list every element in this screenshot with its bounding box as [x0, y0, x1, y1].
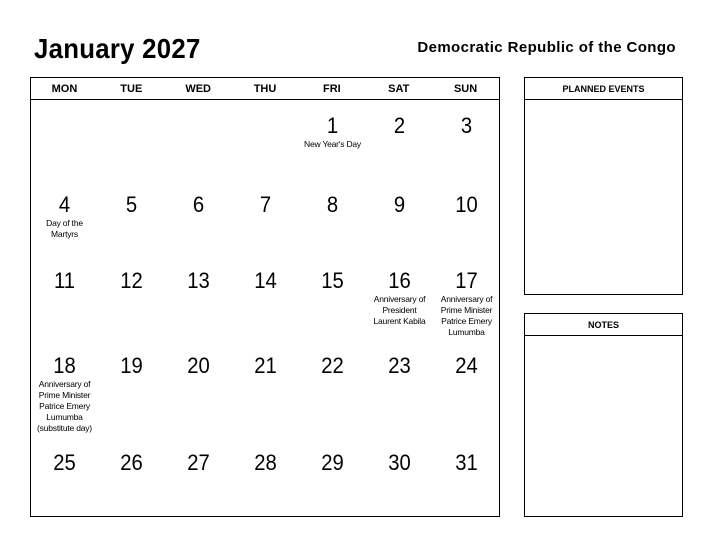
day-cell[interactable]	[366, 354, 433, 378]
day-cell[interactable]	[366, 451, 433, 475]
weekday-sat: SAT	[388, 83, 410, 95]
day-cell[interactable]	[232, 269, 299, 293]
day-number: 13	[187, 268, 210, 293]
day-number: 23	[388, 353, 411, 378]
day-cell[interactable]	[98, 269, 165, 293]
day-number: 15	[321, 268, 344, 293]
day-number: 21	[254, 353, 277, 378]
holiday-label: Day of the Martyrs	[46, 218, 83, 239]
holiday-label: Anniversary of President Laurent Kabila	[373, 294, 426, 326]
day-cell[interactable]	[433, 354, 500, 378]
day-number: 31	[455, 450, 478, 475]
day-number: 16	[388, 268, 411, 293]
day-cell[interactable]	[98, 354, 165, 378]
day-cell[interactable]	[31, 354, 98, 434]
weekday-header-row	[31, 78, 499, 100]
planned-events-header: PLANNED EVENTS	[525, 78, 682, 100]
day-number: 11	[53, 268, 76, 293]
weekday-tue: TUE	[120, 83, 143, 95]
notes-header: NOTES	[525, 314, 682, 336]
day-cell[interactable]	[433, 114, 500, 138]
day-number: 27	[187, 450, 210, 475]
planned-events-box[interactable]	[524, 77, 683, 295]
day-number: 25	[53, 450, 76, 475]
day-number: 8	[326, 192, 339, 217]
day-cell[interactable]	[232, 193, 299, 217]
day-number: 26	[120, 450, 143, 475]
day-number: 19	[120, 353, 143, 378]
day-cell[interactable]	[366, 193, 433, 217]
day-number: 17	[455, 268, 478, 293]
calendar-grid	[30, 77, 500, 517]
day-number: 4	[58, 192, 71, 217]
day-cell[interactable]	[31, 269, 98, 293]
day-cell[interactable]	[299, 114, 366, 150]
day-cell[interactable]	[31, 193, 98, 240]
day-cell[interactable]	[433, 451, 500, 475]
day-cell[interactable]	[299, 451, 366, 475]
day-cell[interactable]	[98, 193, 165, 217]
weekday-mon: MON	[51, 83, 78, 95]
holiday-label: Anniversary of Prime Minister Patrice Emery Lumumba	[440, 294, 493, 337]
day-cell[interactable]	[433, 269, 500, 338]
weekday-thu: THU	[253, 83, 277, 95]
day-number: 5	[125, 192, 138, 217]
day-number: 6	[192, 192, 205, 217]
day-cell[interactable]	[366, 269, 433, 327]
day-number: 12	[120, 268, 143, 293]
day-cell[interactable]	[299, 193, 366, 217]
day-number: 2	[393, 113, 406, 138]
day-cell[interactable]	[232, 354, 299, 378]
day-number: 3	[460, 113, 473, 138]
day-cell[interactable]	[98, 451, 165, 475]
day-number: 24	[455, 353, 478, 378]
weekday-fri: FRI	[323, 83, 341, 95]
day-number: 1	[326, 113, 339, 138]
day-cell[interactable]	[433, 193, 500, 217]
day-number: 7	[259, 192, 272, 217]
day-cell[interactable]	[232, 451, 299, 475]
day-number: 10	[455, 192, 478, 217]
day-cell[interactable]	[31, 451, 98, 475]
country-name: Democratic Republic of the Congo	[417, 39, 676, 56]
day-number: 20	[187, 353, 210, 378]
day-cell[interactable]	[165, 193, 232, 217]
day-cell[interactable]	[366, 114, 433, 138]
day-cell[interactable]	[165, 451, 232, 475]
weekday-wed: WED	[185, 83, 211, 95]
day-number: 9	[393, 192, 406, 217]
holiday-label: New Year's Day	[304, 139, 361, 149]
day-number: 30	[388, 450, 411, 475]
day-number: 14	[254, 268, 277, 293]
day-number: 28	[254, 450, 277, 475]
day-number: 22	[321, 353, 344, 378]
day-cell[interactable]	[299, 269, 366, 293]
notes-box[interactable]	[524, 313, 683, 517]
day-cell[interactable]	[299, 354, 366, 378]
day-cell[interactable]	[165, 269, 232, 293]
day-cell[interactable]	[165, 354, 232, 378]
day-number: 29	[321, 450, 344, 475]
weekday-sun: SUN	[453, 83, 478, 95]
holiday-label: Anniversary of Prime Minister Patrice Emery Lumumba (substitute day)	[37, 379, 92, 433]
month-title: January 2027	[34, 33, 201, 64]
day-number: 18	[53, 353, 76, 378]
